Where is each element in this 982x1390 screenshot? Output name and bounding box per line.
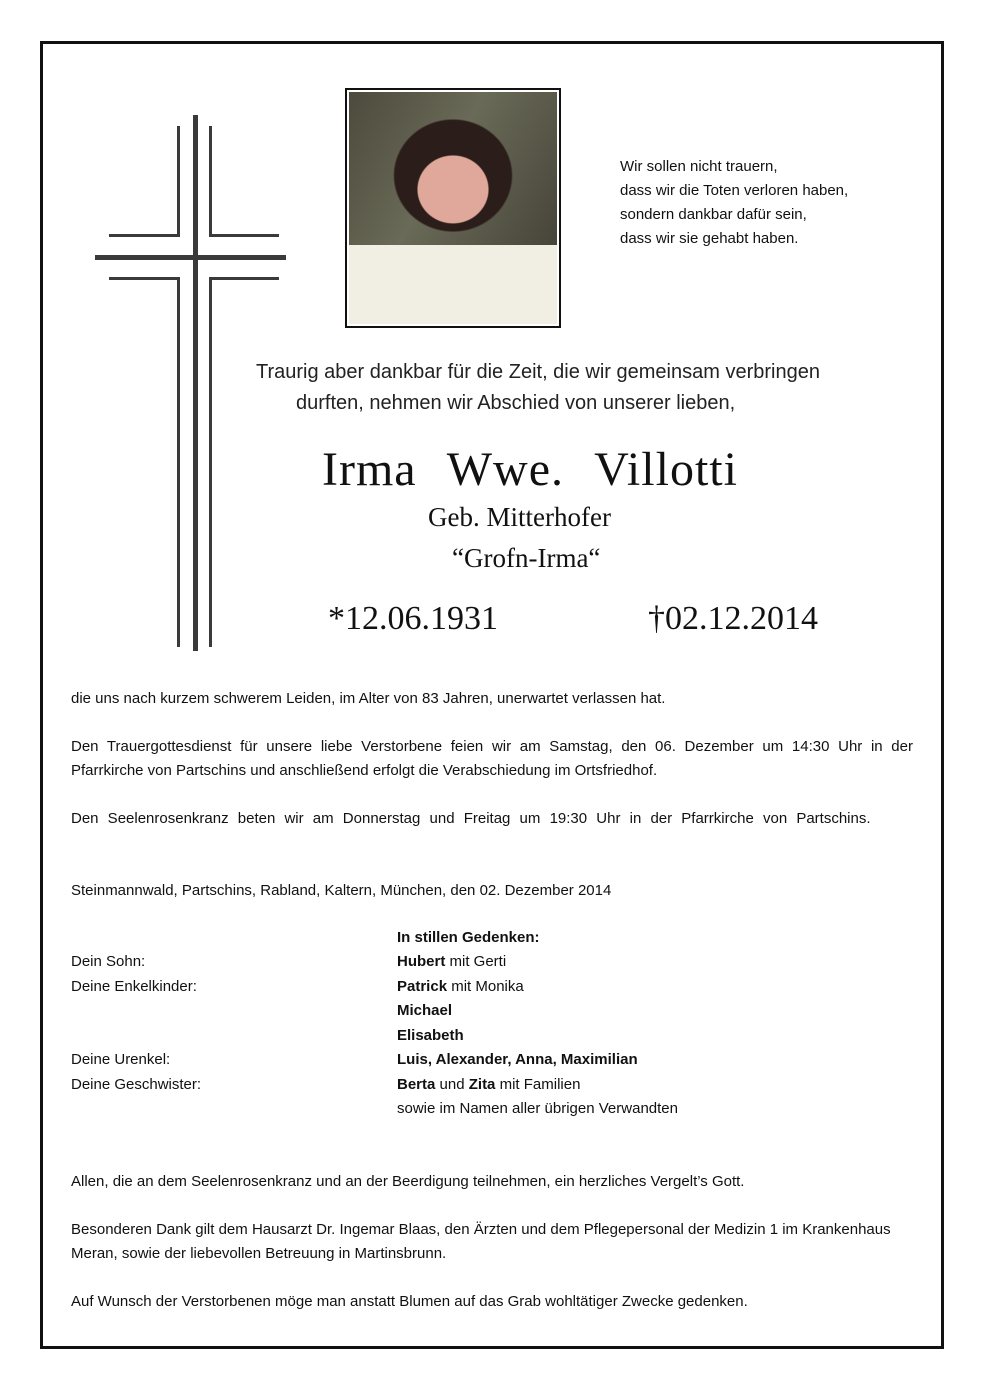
mourner-names (397, 999, 452, 1023)
mourner-text: mit Monika (447, 977, 524, 995)
mourner-names (397, 1024, 464, 1048)
special-thanks-paragraph: Besonderen Dank gilt dem Hausarzt Dr. Ingemar Blaas, den Ärzten und dem Pflegepersonal der Medizin 1 im Krankenhaus Meran, sowie der liebevollen Betreuung in Martinsbrunn. (71, 1221, 891, 1262)
birth-name: Geb. Mitterhofer (428, 502, 611, 532)
quote-line: dass wir sie gehabt haben. (620, 230, 799, 247)
portrait-photo (345, 88, 561, 328)
memorial-quote (620, 155, 848, 251)
mourner-names (397, 1048, 638, 1072)
paragraph-rosary: Den Seelenrosenkranz beten wir am Donnerstag und Freitag um 19:30 Uhr in der Pfarrkirche von Partschins. (71, 810, 871, 827)
mourners-heading: In stillen Gedenken: (397, 929, 540, 946)
mourner-text: mit Gerti (445, 953, 507, 970)
quote-line: Wir sollen nicht trauern, (620, 158, 778, 175)
mourner-name: Zita (468, 1075, 496, 1093)
mourner-text: sowie im Namen aller übrigen Verwandten (397, 1100, 678, 1117)
paragraph: die uns nach kurzem schwerem Leiden, im Alter von 83 Jahren, unerwartet verlassen hat. (71, 690, 666, 707)
mourner-names (397, 1073, 580, 1097)
mourner-name: Patrick (397, 977, 448, 995)
intro-line: Traurig aber dankbar für die Zeit, die wir gemeinsam verbringen (256, 361, 820, 383)
deceased-name: Irma Wwe. Villotti (322, 443, 738, 496)
mourner-relation: Deine Geschwister: (71, 1075, 202, 1093)
quote-line: dass wir die Toten verloren haben, (620, 182, 849, 199)
quote-line: sondern dankbar dafür sein, (620, 206, 807, 223)
mourner-text: mit Familien (495, 1075, 581, 1093)
mourner-text: und (435, 1075, 469, 1093)
mourner-names (397, 975, 524, 999)
mourner-names (397, 1097, 678, 1121)
mourner-name: Hubert (397, 953, 446, 970)
mourner-name: Michael (397, 1002, 453, 1019)
nickname: “Grofn-Irma“ (452, 543, 601, 573)
donation-paragraph: Auf Wunsch der Verstorbenen möge man anstatt Blumen auf das Grab wohltätiger Zwecke gedenken. (71, 1293, 748, 1310)
intro-text (256, 357, 820, 419)
mourner-relation: Dein Sohn: (71, 953, 146, 970)
place-date: Steinmannwald, Partschins, Rabland, Kaltern, München, den 02. Dezember 2014 (71, 882, 612, 899)
paragraph-funeral: Den Trauergottesdienst für unsere liebe Verstorbene feien wir am Samstag, den 06. Dezember um 14:30 Uhr in der Pfarrkirche von Partschins und anschließend erfolgt die Verabschiedung im Ortsfriedhof. (71, 738, 913, 779)
mourner-name: Elisabeth (397, 1026, 464, 1044)
intro-line: durften, nehmen wir Abschied von unserer lieben, (296, 392, 736, 414)
birth-date: *12.06.1931 (328, 600, 498, 637)
death-date: †02.12.2014 (648, 600, 818, 637)
mourner-name: Luis, Alexander, Anna, Maximilian (397, 1051, 638, 1068)
mourner-name: Berta (397, 1075, 436, 1093)
mourner-relation: Deine Urenkel: (71, 1051, 171, 1068)
thanks-paragraph: Allen, die an dem Seelenrosenkranz und an der Beerdigung teilnehmen, ein herzliches Vergelt’s Gott. (71, 1173, 745, 1190)
mourner-relation: Deine Enkelkinder: (71, 977, 197, 995)
mourner-names (397, 950, 506, 974)
